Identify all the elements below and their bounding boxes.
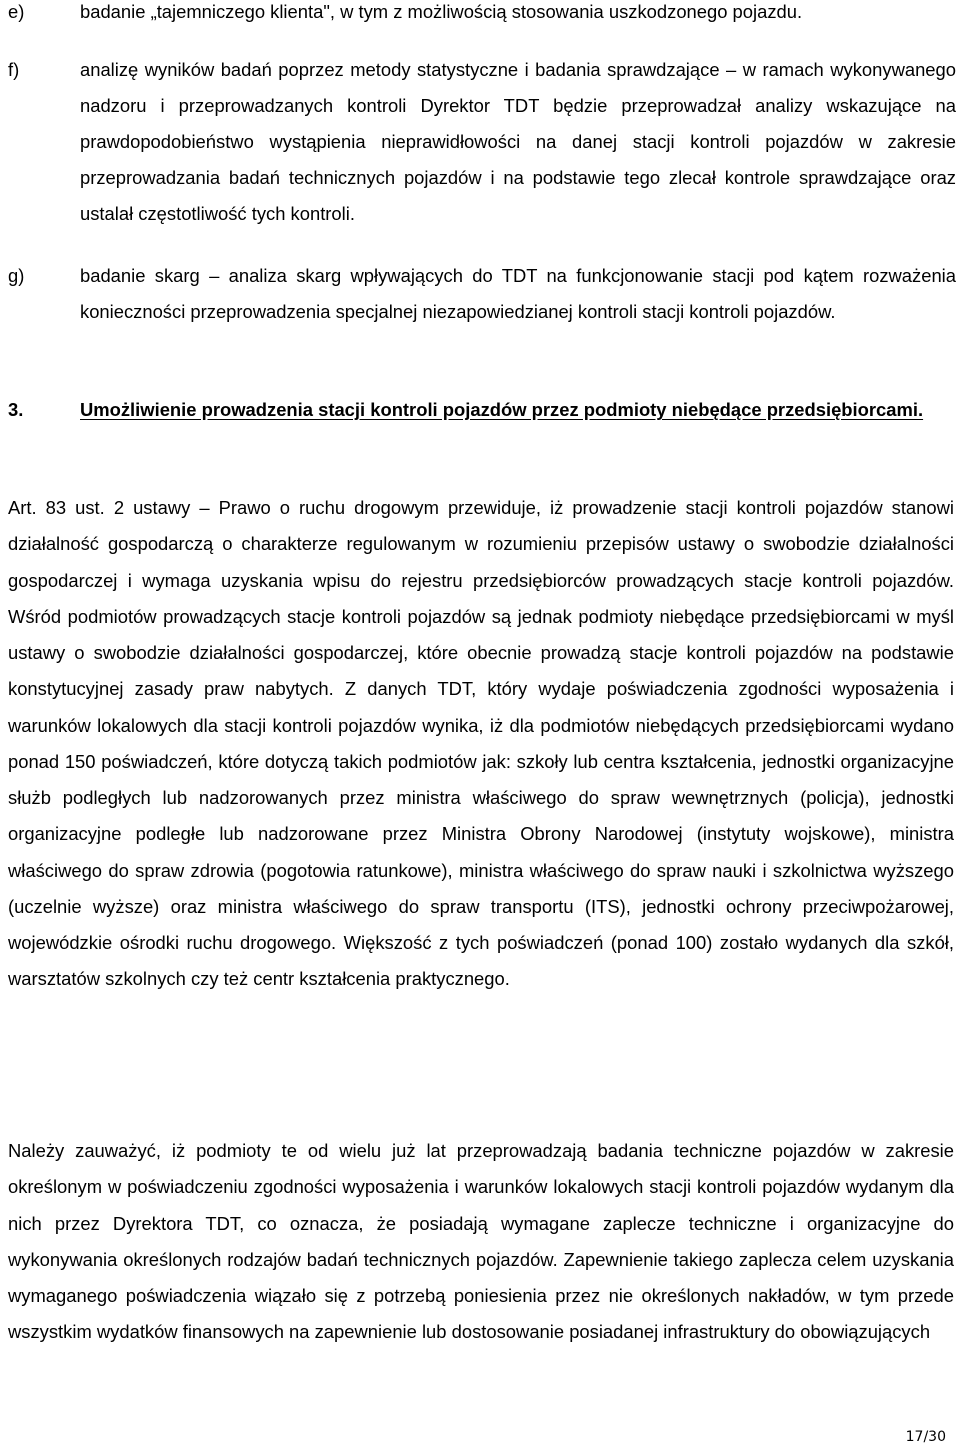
body-paragraph: Należy zauważyć, iż podmioty te od wielu już lat przeprowadzają badania techniczne pojazdów w zakresie określonym w poświadczeniu zgodności wyposażenia i warunków lokalowych stacji kontroli pojazdów wydanym dla nich przez Dyrektora TDT, co oznacza, że posiadają wymagane zaplecze techniczne i organizacyjne do wykonywania określonych rodzajów badań technicznych pojazdów. Zapewnienie takiego zaplecza celem uzyskania wymaganego poświadczenia wiązało się z potrzebą poniesienia przez nie określonych nakładów, w tym przede wszystkim wydatków finansowych na zapewnienie lub dostosowanie posiadanej infrastruktury do obowiązujących xyxy=(8,1140,954,1343)
list-item-text: badanie „tajemniczego klienta", w tym z możliwością stosowania uszkodzonego pojazdu. xyxy=(80,1,803,22)
list-item-f xyxy=(8,52,956,232)
section-number: 3. xyxy=(8,399,24,420)
section-title: Umożliwienie prowadzenia stacji kontroli pojazdów przez podmioty niebędące przedsiębiorcami. xyxy=(80,399,924,420)
section-heading xyxy=(8,392,956,428)
list-marker: f) xyxy=(8,59,20,80)
list-marker: e) xyxy=(8,1,25,22)
list-marker: g) xyxy=(8,265,25,286)
body-paragraph: Art. 83 ust. 2 ustawy – Prawo o ruchu drogowym przewiduje, iż prowadzenie stacji kontroli pojazdów stanowi działalność gospodarczą o charakterze regulowanym w rozumieniu przepisów ustawy o swobodzie działalności gospodarczej i wymaga uzyskania wpisu do rejestru przedsiębiorców prowadzących stacje kontroli pojazdów. Wśród podmiotów prowadzących stacje kontroli pojazdów są jednak podmioty niebędące przedsiębiorcami w myśl ustawy o swobodzie działalności gospodarczej, które obecnie prowadzą stacje kontroli pojazdów na podstawie konstytucyjnej zasady praw nabytych. Z danych TDT, który wydaje poświadczenia zgodności wyposażenia i warunków lokalowych dla stacji kontroli pojazdów wynika, iż dla podmiotów niebędących przedsiębiorcami wydano ponad 150 poświadczeń, które dotyczą takich podmiotów jak: szkoły lub centra kształcenia, jednostki organizacyjne służb podległych lub nadzorowanych przez ministra właściwego do spraw wewnętrznych (policja), jednostki organizacyjne podległe lub nadzorowane przez Ministra Obrony Narodowej (instytuty wojskowe), ministra właściwego do spraw zdrowia (pogotowia ratunkowe), ministra właściwego do spraw nauki i szkolnictwa wyższego (uczelnie wyższe) oraz ministra właściwego do spraw transportu (ITS), jednostki ochrony przeciwpożarowej, wojewódzkie ośrodki ruchu drogowego. Większość z tych poświadczeń (ponad 100) zostało wydanych dla szkół, warsztatów szkolnych czy też centr kształcenia praktycznego. xyxy=(8,497,954,990)
page-number: 17/30 xyxy=(905,1429,946,1445)
list-item-text: badanie skarg – analiza skarg wpływających do TDT na funkcjonowanie stacji pod kątem rozważenia konieczności przeprowadzenia specjalnej niezapowiedzianej kontroli stacji kontroli pojazdów. xyxy=(80,265,956,322)
list-item-g xyxy=(8,258,956,330)
list-item-e xyxy=(8,0,956,30)
list-item-text: analizę wyników badań poprzez metody statystyczne i badania sprawdzające – w ramach wykonywanego nadzoru i przeprowadzanych kontroli Dyrektor TDT będzie przeprowadzał analizy wskazujące na prawdopodobieństwo wystąpienia nieprawidłowości na danej stacji kontroli pojazdów w zakresie przeprowadzania badań technicznych pojazdów i na podstawie tego zlecał kontrole sprawdzające oraz ustalał częstotliwość tych kontroli. xyxy=(80,59,956,224)
